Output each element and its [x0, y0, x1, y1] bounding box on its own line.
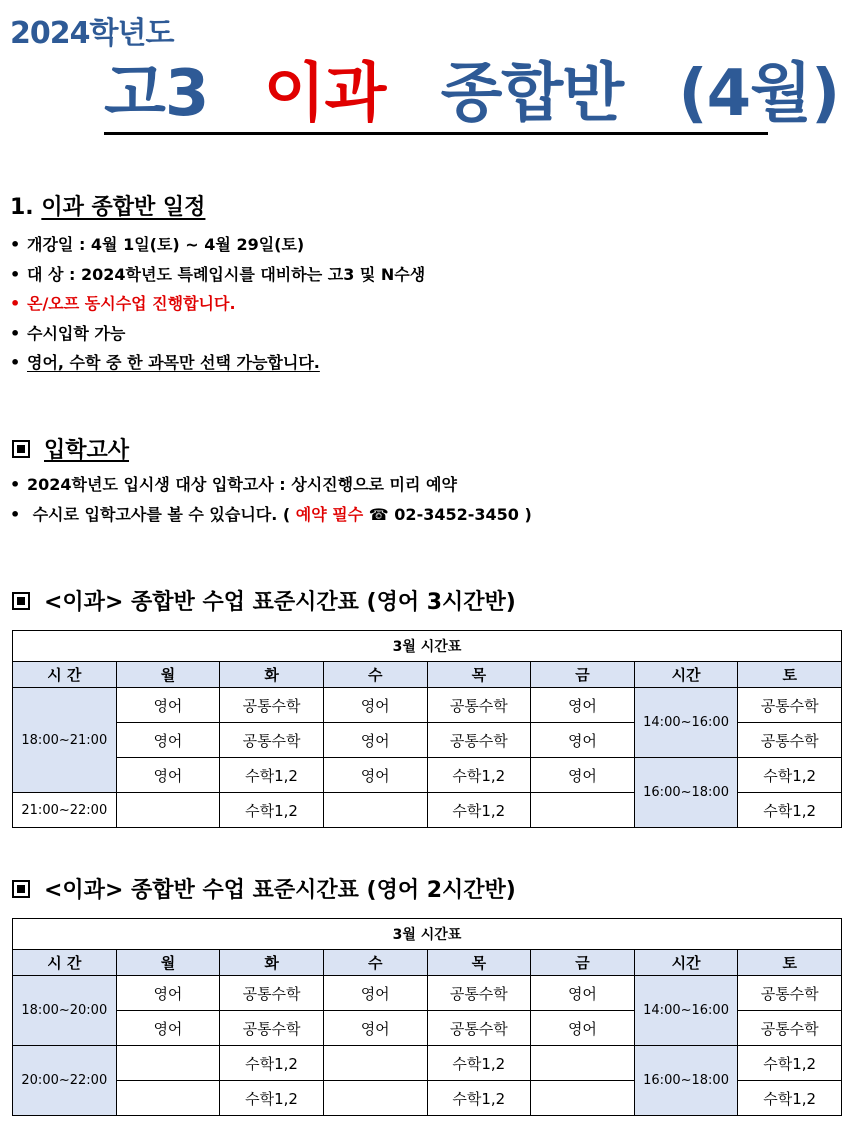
column-header: 금 [531, 662, 635, 688]
title-grade: 고3 [104, 57, 209, 131]
table-cell: 영어 [531, 1011, 635, 1046]
phone-number: 02-3452-3450 ) [394, 504, 532, 524]
table-cell: 영어 [116, 723, 220, 758]
table-row [13, 758, 842, 793]
title-track: 이과 [263, 57, 386, 131]
column-header: 화 [220, 662, 324, 688]
table-cell: 영어 [323, 758, 427, 793]
table-cell: 영어 [531, 758, 635, 793]
time-cell: 16:00~18:00 [634, 758, 738, 828]
list-item: • 2024학년도 입시생 대상 입학고사 : 상시진행으로 미리 예약 [10, 470, 532, 500]
table-cell: 영어 [323, 976, 427, 1011]
table-cell: 공통수학 [427, 723, 531, 758]
table-cell [116, 1046, 220, 1081]
table-row [13, 976, 842, 1011]
table-cell: 공통수학 [738, 976, 842, 1011]
square-bullet-icon [12, 592, 30, 610]
table-cell [531, 793, 635, 828]
table-cell: 영어 [116, 688, 220, 723]
page-title [104, 52, 840, 135]
table-cell: 수학1,2 [738, 793, 842, 828]
list-item: • 대 상 : 2024학년도 특례입시를 대비하는 고3 및 N수생 [10, 260, 425, 290]
table-cell: 공통수학 [738, 723, 842, 758]
time-cell: 18:00~20:00 [13, 976, 117, 1046]
table-cell [323, 793, 427, 828]
schedule-heading [10, 190, 205, 221]
column-header: 토 [738, 950, 842, 976]
table-caption: 3월 시간표 [13, 631, 842, 662]
entrance-exam-title: 입학고사 [44, 438, 130, 463]
timetable1 [12, 630, 842, 828]
title-month: (4월) [678, 57, 840, 131]
column-header: 목 [427, 662, 531, 688]
schedule-list [10, 230, 425, 378]
schedule-number: 1. [10, 195, 34, 220]
column-header: 시 간 [13, 662, 117, 688]
list-item: • 영어, 수학 중 한 과목만 선택 가능합니다. [10, 348, 425, 378]
schedule-title: 이과 종합반 일정 [41, 195, 206, 220]
table-cell: 수학1,2 [427, 1046, 531, 1081]
table-cell: 수학1,2 [427, 1081, 531, 1116]
table-row [13, 1046, 842, 1081]
table-cell: 수학1,2 [738, 1046, 842, 1081]
table-cell: 수학1,2 [738, 758, 842, 793]
list-item: • 수시입학 가능 [10, 319, 425, 349]
table-cell [531, 1046, 635, 1081]
table-cell [116, 1081, 220, 1116]
year-label: 2024학년도 [10, 16, 174, 51]
table-cell [323, 1046, 427, 1081]
column-header: 수 [323, 662, 427, 688]
list-item: • 개강일 : 4월 1일(토) ~ 4월 29일(토) [10, 230, 425, 260]
table-header-row [13, 662, 842, 688]
square-bullet-icon [12, 880, 30, 898]
table-cell: 수학1,2 [220, 758, 324, 793]
table-cell: 영어 [531, 688, 635, 723]
title-class: 종합반 [440, 57, 624, 131]
square-bullet-icon [12, 440, 30, 458]
table-cell: 수학1,2 [220, 1046, 324, 1081]
table-header-row [13, 950, 842, 976]
column-header: 시간 [634, 950, 738, 976]
entrance-exam-heading [12, 433, 129, 464]
time-cell: 16:00~18:00 [634, 1046, 738, 1116]
timetable1-heading: <이과> 종합반 수업 표준시간표 (영어 3시간반) [12, 585, 516, 616]
table-cell: 영어 [323, 723, 427, 758]
table-cell [531, 1081, 635, 1116]
timetable2-heading: <이과> 종합반 수업 표준시간표 (영어 2시간반) [12, 873, 516, 904]
table-row [13, 688, 842, 723]
table-cell: 공통수학 [427, 1011, 531, 1046]
time-cell: 20:00~22:00 [13, 1046, 117, 1116]
table-cell: 영어 [323, 688, 427, 723]
column-header: 화 [220, 950, 324, 976]
table-cell: 공통수학 [220, 976, 324, 1011]
table-cell: 수학1,2 [220, 1081, 324, 1116]
reservation-required: 예약 필수 [295, 504, 364, 524]
column-header: 월 [116, 950, 220, 976]
table-cell: 영어 [531, 723, 635, 758]
timetable2 [12, 918, 842, 1116]
column-header: 월 [116, 662, 220, 688]
table-cell: 영어 [116, 758, 220, 793]
table-cell: 수학1,2 [738, 1081, 842, 1116]
table-cell: 공통수학 [427, 976, 531, 1011]
column-header: 금 [531, 950, 635, 976]
table-cell: 공통수학 [738, 1011, 842, 1046]
table-cell: 공통수학 [220, 1011, 324, 1046]
phone-icon: ☎ [368, 504, 389, 524]
column-header: 수 [323, 950, 427, 976]
table-cell [323, 1081, 427, 1116]
time-cell: 21:00~22:00 [13, 793, 117, 828]
table-cell [116, 793, 220, 828]
table-cell: 영어 [116, 1011, 220, 1046]
table-cell: 수학1,2 [427, 793, 531, 828]
column-header: 시간 [634, 662, 738, 688]
time-cell: 18:00~21:00 [13, 688, 117, 793]
table-cell: 영어 [531, 976, 635, 1011]
table-cell: 공통수학 [427, 688, 531, 723]
time-cell: 14:00~16:00 [634, 688, 738, 758]
time-cell: 14:00~16:00 [634, 976, 738, 1046]
table-caption: 3월 시간표 [13, 919, 842, 950]
table-cell: 공통수학 [220, 688, 324, 723]
column-header: 시 간 [13, 950, 117, 976]
table-cell: 수학1,2 [427, 758, 531, 793]
table-cell: 공통수학 [738, 688, 842, 723]
table-cell: 수학1,2 [220, 793, 324, 828]
entrance-exam-list [10, 470, 532, 529]
table-cell: 영어 [116, 976, 220, 1011]
column-header: 토 [738, 662, 842, 688]
table-cell: 영어 [323, 1011, 427, 1046]
table-cell: 공통수학 [220, 723, 324, 758]
column-header: 목 [427, 950, 531, 976]
list-item: • 수시로 입학고사를 볼 수 있습니다. ( 예약 필수 ☎ 02-3452-3450 ) [10, 500, 532, 530]
list-item: • 온/오프 동시수업 진행합니다. [10, 289, 425, 319]
